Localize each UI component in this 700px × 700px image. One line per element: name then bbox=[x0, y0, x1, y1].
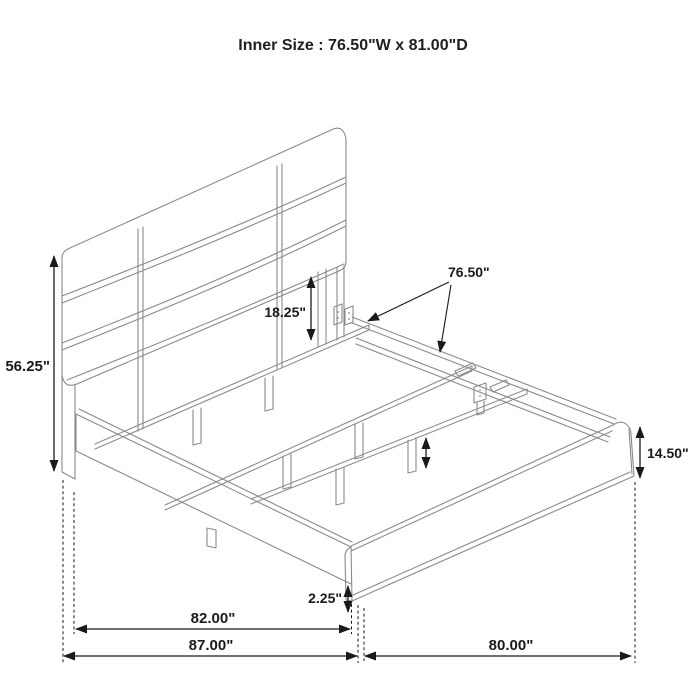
headboard bbox=[62, 128, 353, 479]
bracket-screw bbox=[479, 395, 481, 397]
cross-rail-3 bbox=[251, 389, 527, 504]
dim-footboard-height-label: 14.50" bbox=[647, 445, 689, 461]
dim-headboard-height-label: 56.25" bbox=[5, 358, 50, 375]
bracket-screw bbox=[479, 389, 481, 391]
dim-overall-width bbox=[64, 637, 357, 656]
dim-footboard-gap-label: 2.25" bbox=[308, 590, 342, 606]
headboard-outline bbox=[62, 128, 346, 385]
dim-inner-width-label: 76.50" bbox=[448, 264, 490, 280]
bracket-screw bbox=[337, 317, 339, 319]
bracket-screw bbox=[337, 311, 339, 313]
headboard-bottom-seam bbox=[67, 264, 344, 380]
dim-frame-width bbox=[76, 610, 350, 629]
dim-overall-width-label: 87.00" bbox=[188, 637, 234, 654]
dim-frame-width-label: 82.00" bbox=[190, 610, 236, 627]
side-rail-near bbox=[76, 409, 352, 584]
side-rail-near-top-edge bbox=[76, 409, 352, 547]
diagram-title: Inner Size : 76.50"W x 81.00"D bbox=[238, 37, 468, 54]
side-rail-near-bottom-edge bbox=[76, 451, 351, 584]
support-leg bbox=[336, 467, 344, 505]
slat-piece bbox=[490, 380, 509, 392]
bracket-screw bbox=[348, 312, 350, 314]
dim-overall-depth-label: 80.00" bbox=[488, 637, 534, 654]
footboard-bottom-edge bbox=[353, 472, 630, 595]
headboard-post-left bbox=[138, 227, 143, 431]
dim-headboard-height bbox=[5, 256, 54, 471]
dim-inner-width bbox=[368, 264, 490, 352]
dim-footboard-gap bbox=[308, 586, 348, 612]
support-leg bbox=[408, 438, 416, 473]
cross-rail-1 bbox=[95, 325, 369, 449]
support-leg bbox=[265, 376, 273, 411]
bracket-screw bbox=[348, 318, 350, 320]
headboard-leg-near bbox=[62, 375, 75, 479]
bed-drawing bbox=[62, 128, 634, 601]
side-rail-center-foot bbox=[207, 528, 216, 548]
footboard-outline bbox=[351, 422, 634, 601]
support-leg bbox=[355, 423, 363, 459]
dim-footboard-height bbox=[640, 427, 689, 478]
headboard-channel-seam bbox=[62, 177, 346, 296]
cross-rails bbox=[95, 325, 527, 510]
side-rail-far-ledge bbox=[356, 338, 610, 442]
headboard-post-right bbox=[277, 164, 282, 369]
dim-panel-to-rail-label: 18.25" bbox=[264, 304, 306, 320]
headboard-channel-seam bbox=[62, 226, 346, 350]
support-leg bbox=[193, 408, 201, 445]
dim-overall-depth bbox=[365, 637, 631, 656]
side-rail-far bbox=[352, 317, 616, 442]
